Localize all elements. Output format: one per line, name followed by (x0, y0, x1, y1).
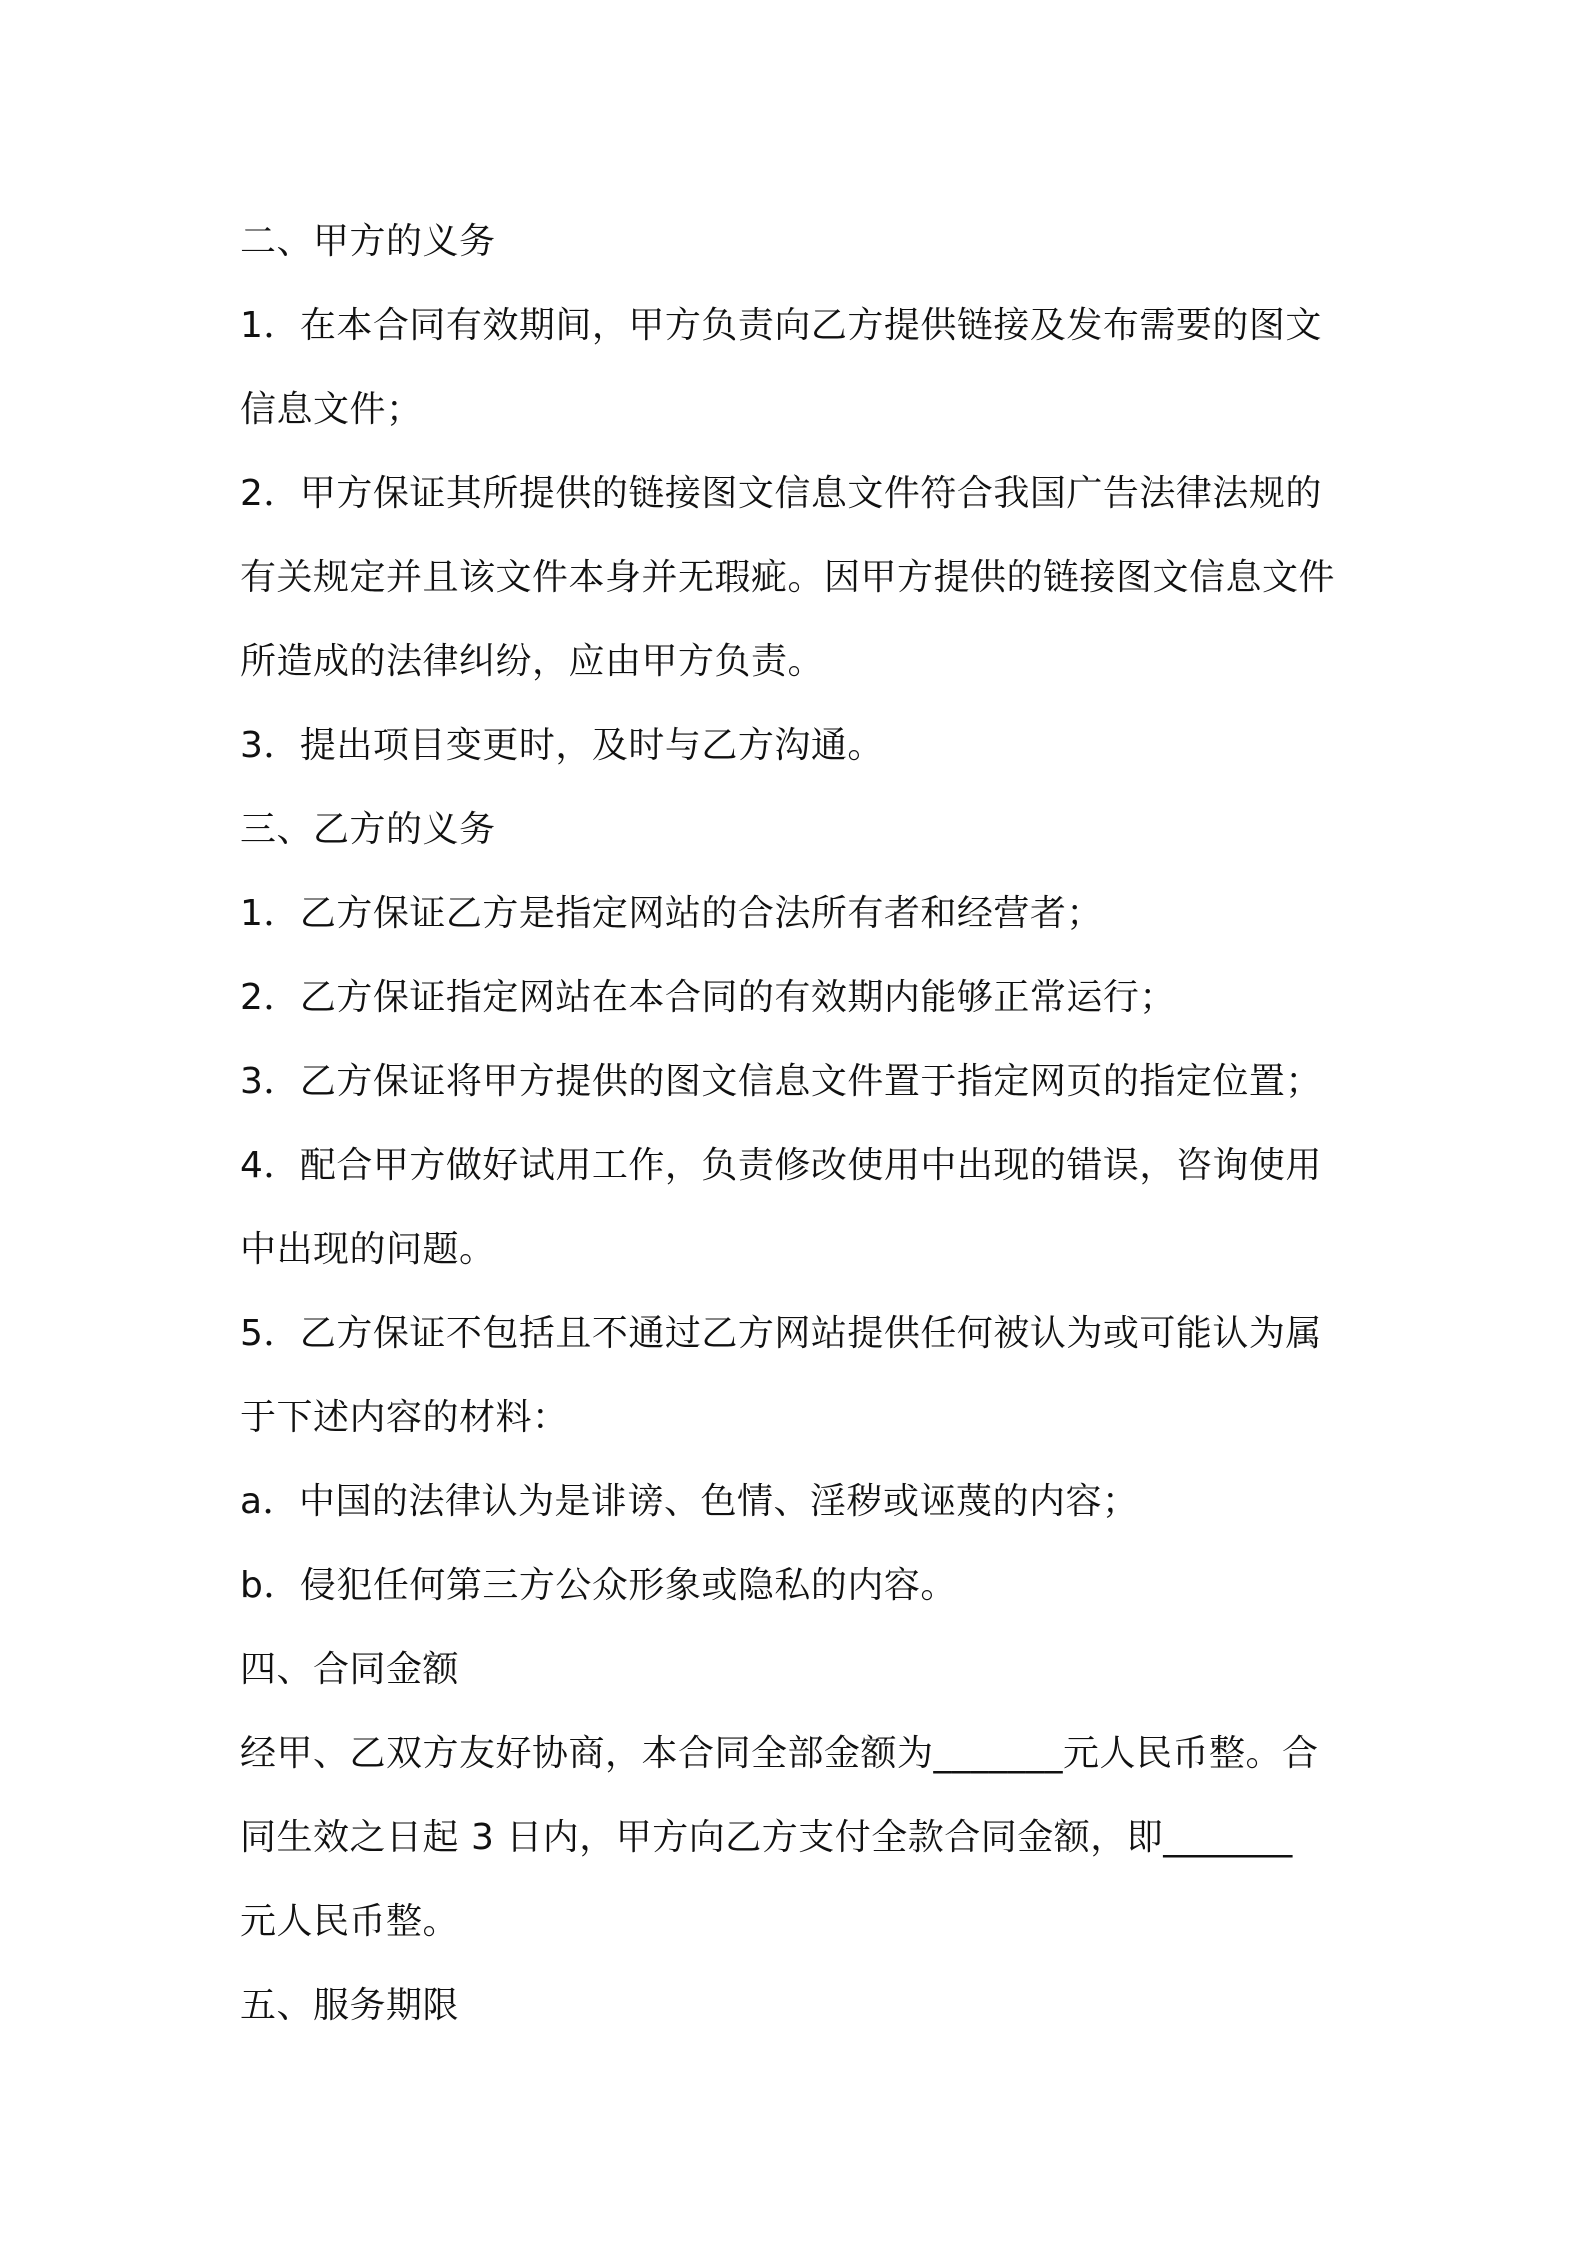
paragraph-line: 1．在本合同有效期间，甲方负责向乙方提供链接及发布需要的图文 (240, 305, 1322, 346)
paragraph-line: 所造成的法律纠纷，应由甲方负责。 (240, 641, 825, 682)
paragraph-line: 同生效之日起 3 日内，甲方向乙方支付全款合同金额，即_______ (240, 1817, 1293, 1858)
paragraph-line: 2．乙方保证指定网站在本合同的有效期内能够正常运行； (240, 977, 1176, 1018)
paragraph-line: 中出现的问题。 (240, 1229, 496, 1270)
paragraph-line: 信息文件； (240, 389, 423, 430)
section-heading-service-period: 五、服务期限 (240, 1985, 460, 2026)
paragraph-line: 4．配合甲方做好试用工作，负责修改使用中出现的错误，咨询使用 (240, 1145, 1322, 1186)
paragraph-line: 元人民币整。 (240, 1901, 460, 1942)
paragraph-line: 于下述内容的材料： (240, 1397, 569, 1438)
contract-page (240, 200, 1360, 2048)
paragraph-line: 3．提出项目变更时，及时与乙方沟通。 (240, 725, 884, 766)
paragraph-line: 1．乙方保证乙方是指定网站的合法所有者和经营者； (240, 893, 1103, 934)
section-heading-contract-amount: 四、合同金额 (240, 1649, 460, 1690)
paragraph-line: 3．乙方保证将甲方提供的图文信息文件置于指定网页的指定位置； (240, 1061, 1322, 1102)
paragraph-line: 经甲、乙双方友好协商，本合同全部金额为_______元人民币整。合 (240, 1733, 1319, 1774)
paragraph-line: 有关规定并且该文件本身并无瑕疵。因甲方提供的链接图文信息文件 (240, 557, 1336, 598)
paragraph-line: b．侵犯任何第三方公众形象或隐私的内容。 (240, 1565, 957, 1606)
section-heading-party-b-obligations: 三、乙方的义务 (240, 809, 496, 850)
paragraph-line: 2．甲方保证其所提供的链接图文信息文件符合我国广告法律法规的 (240, 473, 1322, 514)
section-heading-party-a-obligations: 二、甲方的义务 (240, 221, 496, 262)
paragraph-line: a．中国的法律认为是诽谤、色情、淫秽或诬蔑的内容； (240, 1481, 1139, 1522)
paragraph-line: 5．乙方保证不包括且不通过乙方网站提供任何被认为或可能认为属 (240, 1313, 1322, 1354)
